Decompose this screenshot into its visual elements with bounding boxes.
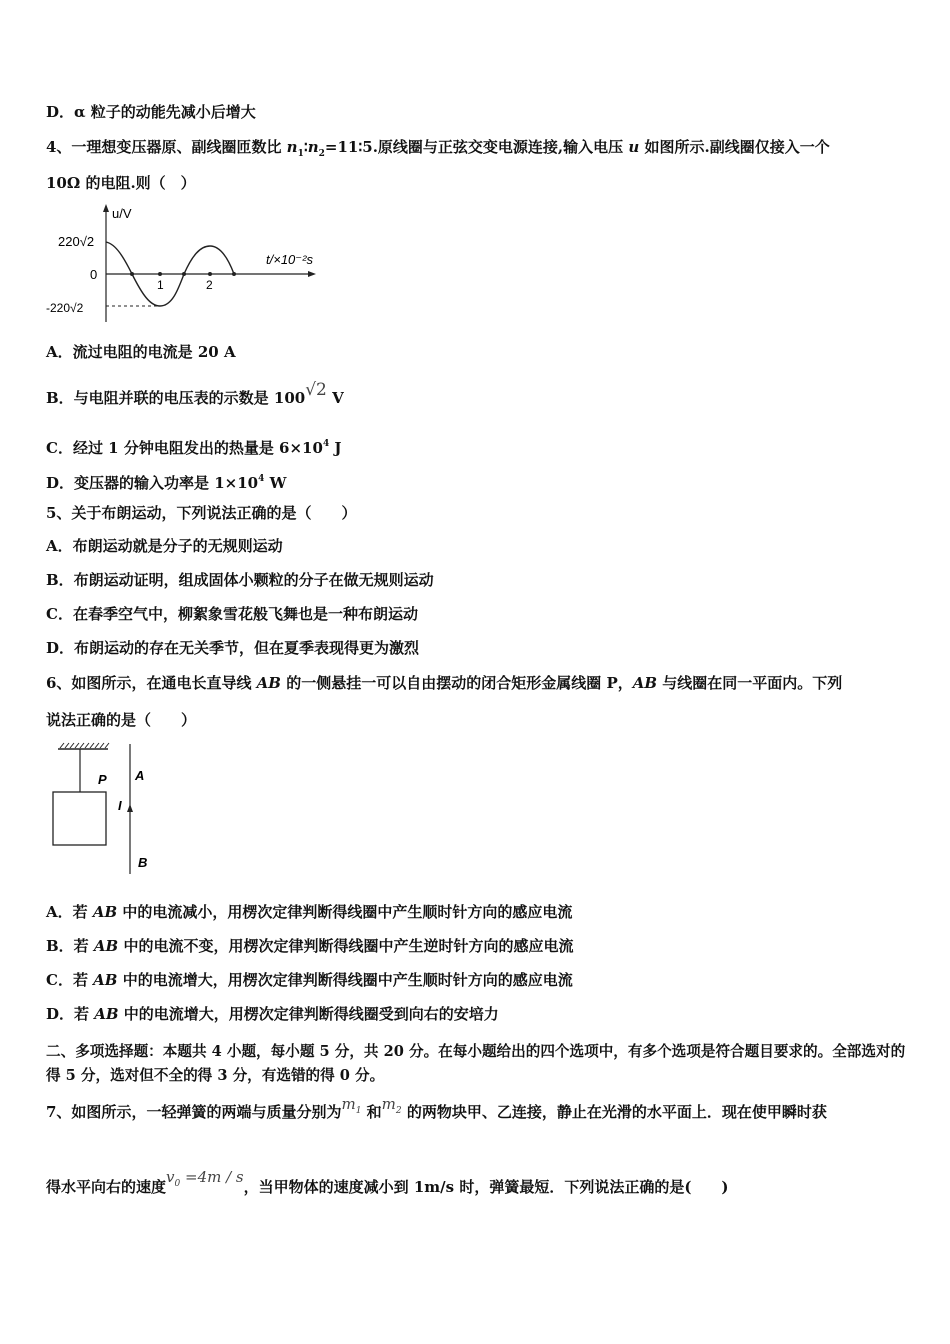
q7-m1-sub: 1 — [355, 1106, 362, 1116]
q7-and: 和 — [361, 1103, 382, 1121]
q4-voltage-graph — [44, 202, 344, 324]
q4-option-d — [46, 469, 286, 493]
q5-option-d: D．布朗运动的存在无关季节，但在夏季表现得更为激烈 — [46, 639, 420, 657]
q4-graph-ylabel: u/V — [112, 206, 132, 221]
q6-option-b — [46, 936, 573, 956]
q6-option-b-ab: AB — [93, 937, 119, 955]
q4-option-a: A．流过电阻的电流是 20 A — [46, 343, 236, 361]
q7-v0-eq: =4m / s — [180, 1168, 244, 1186]
q6-figure — [50, 740, 160, 880]
q7-line2-b: ，当甲物体的速度减小到 1m/s 时，弹簧最短．下列说法正确的是( ) — [243, 1178, 729, 1196]
q6-option-a-text: 中的电流减小，用楞次定律判断得线圈中产生顺时针方向的感应电流 — [117, 903, 573, 921]
q4-graph-ymax: 220√2 — [58, 234, 95, 249]
q7-m1 — [341, 1095, 362, 1116]
q4-n2-sub: 2 — [318, 149, 325, 159]
q6-option-b-text: 中的电流不变，用楞次定律判断得线圈中产生逆时针方向的感应电流 — [118, 937, 574, 955]
q4-stem-text-c: 如图所示.副线圈仅接入一个 — [639, 138, 830, 156]
q4-stem-line1 — [46, 137, 830, 164]
q6-option-c — [46, 970, 573, 990]
q6-option-c-ab: AB — [93, 971, 118, 989]
q4-option-d-unit: W — [264, 474, 287, 492]
q4-graph-tick2: 2 — [206, 278, 213, 292]
q6-option-a-ab: AB — [92, 903, 118, 921]
q4-graph-ymin: -220√2 — [46, 301, 84, 315]
q6-stem-c: 与线圈在同一平面内。下列 — [657, 674, 843, 692]
q6-stem-line1 — [46, 673, 842, 693]
q6-fig-label-b: B — [138, 855, 148, 870]
q4-option-d-exp: 4 — [258, 474, 265, 484]
q6-option-a-prefix: A．若 — [46, 903, 93, 921]
q7-stem-line1 — [46, 1095, 827, 1129]
q6-ab: AB — [256, 674, 281, 692]
section2-header: 二、多项选择题：本题共 4 小题，每小题 5 分，共 20 分。在每小题给出的四个选项中，有多个选项是符合题目要求的。全部选对的得 5 分，选对但不全的得 3 分，有选错的得 0 分。 — [46, 1043, 906, 1084]
q6-ab-2: AB — [632, 674, 658, 692]
q4-stem-text-a: 4、一理想变压器原、副线圈匝数比 — [46, 138, 287, 156]
q7-line2-a: 得水平向右的速度 — [46, 1178, 167, 1196]
q4-stem-text-b: =11∶5.原线圈与正弦交变电源连接,输入电压 — [324, 138, 629, 156]
q7-m1-letter: m — [341, 1095, 356, 1113]
q6-option-c-text: 中的电流增大，用楞次定律判断得线圈中产生顺时针方向的感应电流 — [117, 971, 573, 989]
q6-stem-a: 6、如图所示，在通电长直导线 — [46, 674, 257, 692]
q6-option-d — [46, 1004, 499, 1024]
q4-n1: n — [286, 138, 298, 156]
q4-option-b-sqrt: √2 — [305, 380, 327, 400]
q4-n2: n — [307, 138, 319, 156]
q5-option-a: A．布朗运动就是分子的无规则运动 — [46, 537, 283, 555]
q6-option-d-prefix: D．若 — [46, 1005, 95, 1023]
q7-v0 — [166, 1168, 244, 1189]
q4-option-c-unit: J — [329, 439, 342, 457]
q6-option-c-prefix: C．若 — [46, 971, 94, 989]
q4-graph-zero: 0 — [90, 267, 98, 282]
q7-stem-a: 7、如图所示，一轻弹簧的两端与质量分别为 — [46, 1103, 342, 1121]
q6-option-d-ab: AB — [94, 1005, 119, 1023]
q7-stem-line2 — [46, 1168, 729, 1204]
q6-option-b-prefix: B．若 — [46, 937, 94, 955]
q4-stem-line2: 10Ω 的电阻.则（ ） — [46, 174, 196, 192]
q4-n1-sub: 1 — [297, 149, 304, 159]
q5-stem: 5、关于布朗运动，下列说法正确的是（ ） — [46, 504, 357, 522]
q6-option-a — [46, 902, 572, 922]
q6-option-d-text: 中的电流增大，用楞次定律判断得线圈受到向右的安培力 — [118, 1005, 499, 1023]
q7-m2 — [381, 1095, 402, 1116]
q4-option-d-text: D．变压器的输入功率是 1×10 — [46, 474, 259, 492]
q6-fig-label-i: I — [118, 798, 122, 813]
q7-m2-sub: 2 — [395, 1106, 402, 1116]
q4-option-b-text: B．与电阻并联的电压表的示数是 100 — [46, 389, 306, 407]
q4-option-b — [46, 380, 344, 408]
q4-option-c — [46, 434, 342, 458]
q5-option-c: C．在春季空气中，柳絮象雪花般飞舞也是一种布朗运动 — [46, 605, 418, 623]
q5-option-b: B．布朗运动证明，组成固体小颗粒的分子在做无规则运动 — [46, 571, 434, 589]
q6-stem-line2: 说法正确的是（ ） — [46, 711, 197, 729]
q4-u: u — [628, 138, 640, 156]
q4-option-b-unit: V — [326, 389, 344, 407]
q7-v0-letter: v — [166, 1168, 175, 1186]
q4-option-c-text: C．经过 1 分钟电阻发出的热量是 6×10 — [46, 439, 323, 457]
q7-m2-letter: m — [381, 1095, 396, 1113]
q4-graph-tick1: 1 — [157, 278, 164, 292]
q3-option-d: D．α 粒子的动能先减小后增大 — [46, 103, 256, 121]
q7-v0-sub: 0 — [174, 1179, 181, 1189]
q7-stem-b: 的两物块甲、乙连接，静止在光滑的水平面上．现在使甲瞬时获 — [401, 1103, 827, 1121]
q6-fig-label-a: A — [135, 768, 145, 783]
q4-option-c-exp: 4 — [322, 439, 330, 449]
q4-graph-xlabel: t/×10⁻²s — [266, 252, 313, 267]
q6-stem-b: 的一侧悬挂一可以自由摆动的闭合矩形金属线圈 P， — [281, 674, 633, 692]
q6-fig-label-p: P — [98, 772, 107, 787]
q4-colon: ∶ — [303, 138, 308, 156]
